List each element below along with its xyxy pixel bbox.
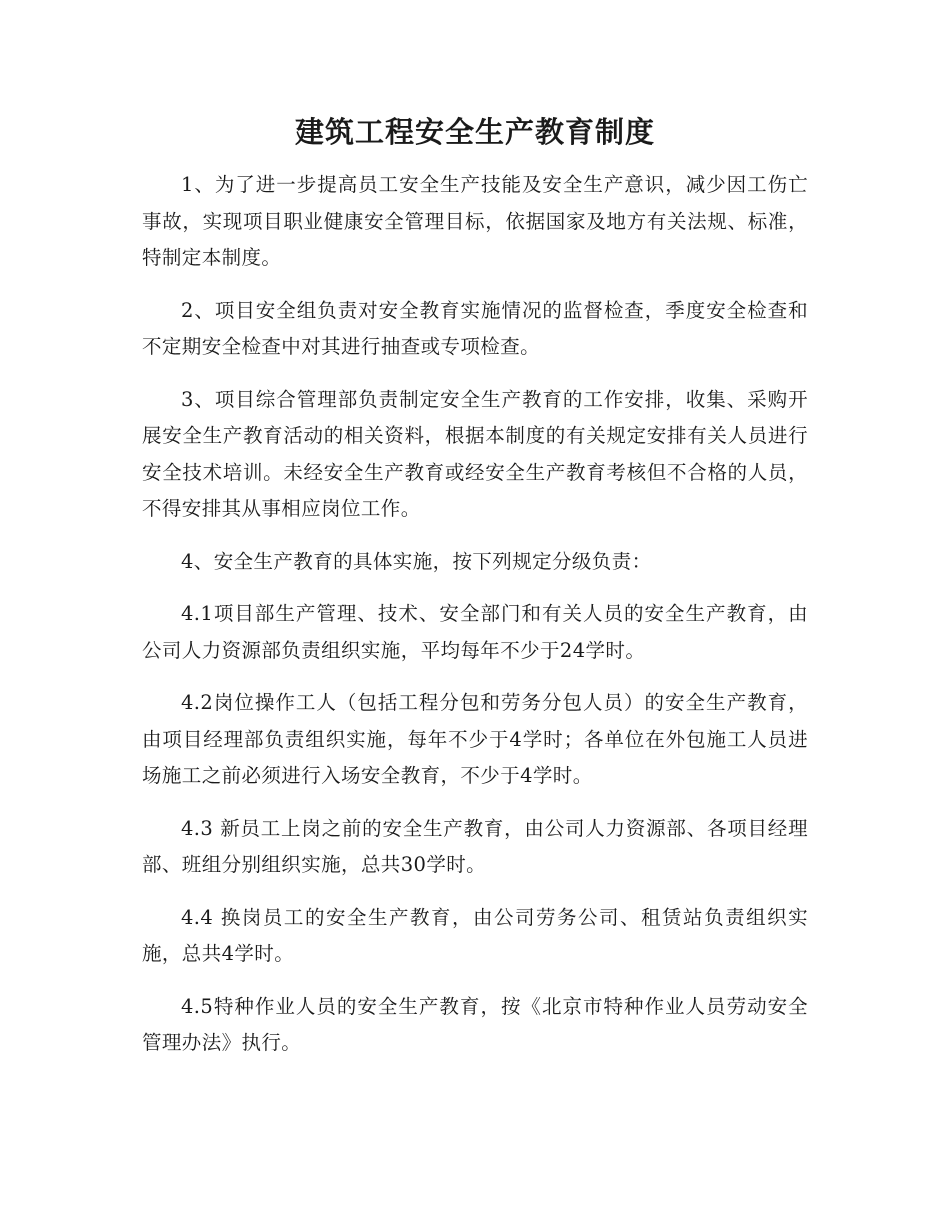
paragraph-1: 1、为了进一步提高员工安全生产技能及安全生产意识，减少因工伤亡事故，实现项目职业健康安全管理目标，依据国家及地方有关法规、标准，特制定本制度。 (142, 173, 808, 269)
document-page (142, 0, 808, 1230)
paragraph-3: 3、项目综合管理部负责制定安全生产教育的工作安排，收集、采购开展安全生产教育活动的相关资料，根据本制度的有关规定安排有关人员进行安全技术培训。未经安全生产教育或经安全生产教育考核但不合格的人员，不得安排其从事相应岗位工作。 (142, 387, 808, 520)
document-title: 建筑工程安全生产教育制度 (294, 115, 655, 149)
paragraph-4-2: 4.2岗位操作工人（包括工程分包和劳务分包人员）的安全生产教育，由项目经理部负责组织实施，每年不少于4学时；各单位在外包施工人员进场施工之前必须进行入场安全教育，不少于4学时。 (142, 691, 808, 787)
paragraph-4-4: 4.4 换岗员工的安全生产教育，由公司劳务公司、租赁站负责组织实施，总共4学时。 (142, 905, 808, 965)
document-body (142, 167, 808, 1078)
paragraph-4-1: 4.1项目部生产管理、技术、安全部门和有关人员的安全生产教育，由公司人力资源部负责组织实施，平均每年不少于24学时。 (142, 602, 808, 662)
paragraph-4-5: 4.5特种作业人员的安全生产教育，按《北京市特种作业人员劳动安全管理办法》执行。 (142, 994, 808, 1054)
paragraph-2: 2、项目安全组负责对安全教育实施情况的监督检查，季度安全检查和不定期安全检查中对其进行抽查或专项检查。 (142, 298, 808, 358)
paragraph-4-3: 4.3 新员工上岗之前的安全生产教育，由公司人力资源部、各项目经理部、班组分别组织实施，总共30学时。 (142, 816, 808, 876)
paragraph-4: 4、安全生产教育的具体实施，按下列规定分级负责： (181, 549, 652, 573)
